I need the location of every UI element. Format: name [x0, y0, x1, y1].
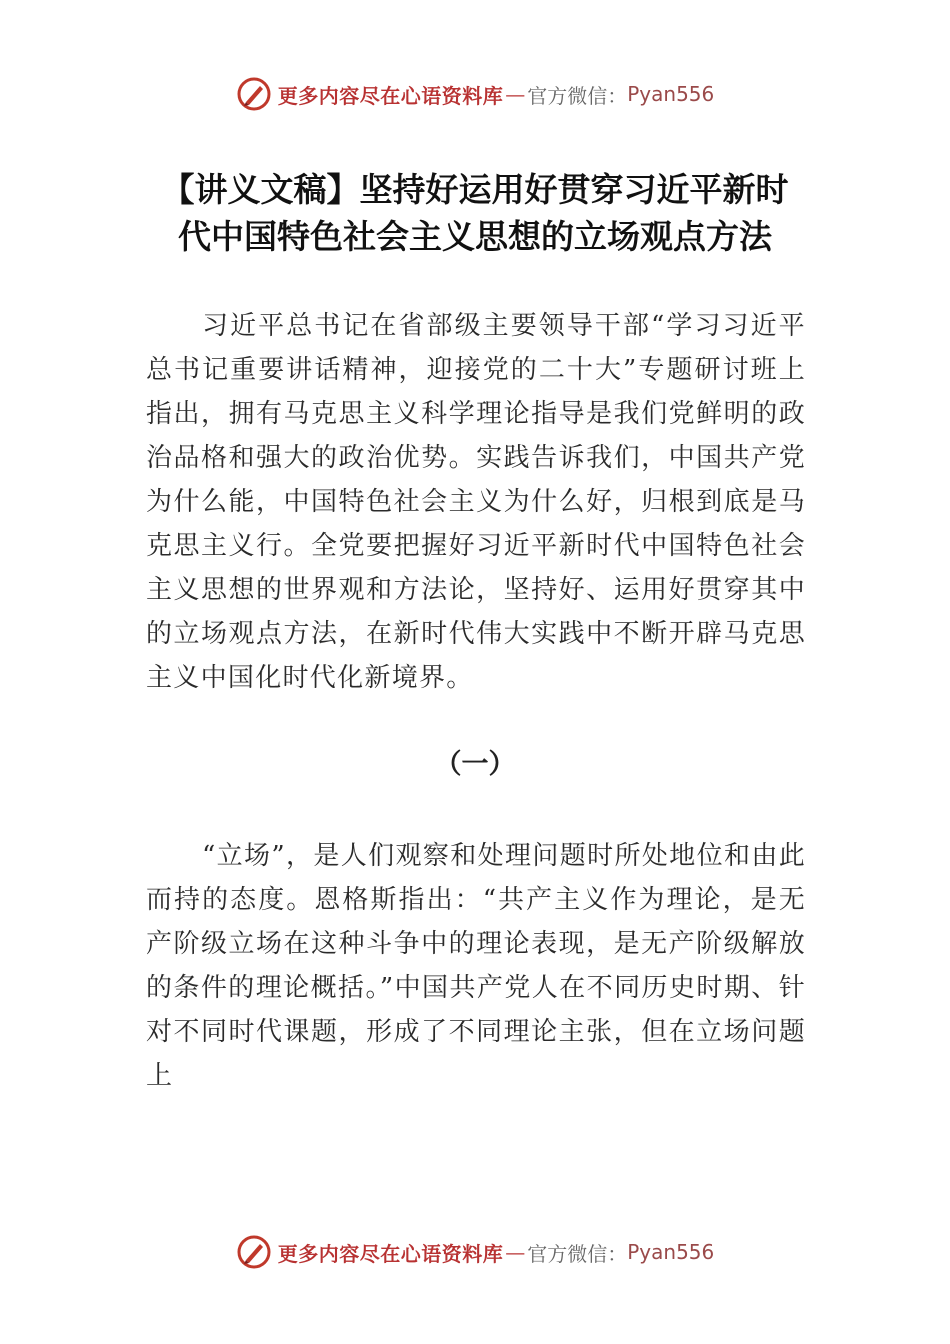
watermark-wechat-id: Pyan556 [627, 82, 715, 106]
watermark-site-text: 更多内容尽在心语资料库 [277, 83, 504, 108]
watermark-label: 官方微信： [527, 1241, 628, 1266]
section-heading: （一） [434, 749, 516, 780]
watermark-wechat-id: Pyan556 [627, 1240, 715, 1264]
watermark-site-text: 更多内容尽在心语资料库 [277, 1241, 504, 1266]
paragraph-1: 习近平总书记在省部级主要领导干部“学习习近平总书记重要讲话精神，迎接党的二十大”专题研讨班上指出，拥有马克思主义科学理论指导是我们党鲜明的政治品格和强大的政治优势。实践告诉我们，中国共产党为什么能，中国特色社会主义为什么好，归根到底是马克思主义行。全党要把握好习近平新时代中国特色社会主义思想的世界观和方法论，坚持好、运用好贯穿其中的立场观点方法，在新时代伟大实践中不断开辟马克思主义中国化时代化新境界。 [146, 311, 806, 693]
watermark-separator: — [505, 1240, 526, 1264]
watermark-separator: — [505, 82, 526, 106]
pen-logo-icon [236, 1234, 272, 1270]
header-watermark [0, 74, 950, 114]
watermark-label: 官方微信： [527, 83, 628, 108]
document-title [145, 166, 805, 260]
paragraph-2: “立场”，是人们观察和处理问题时所处地位和由此而持的态度。恩格斯指出：“共产主义作为理论，是无产阶级立场在这种斗争中的理论表现，是无产阶级解放的条件的理论概括。”中国共产党人在不同历史时期、针对不同时代课题，形成了不同理论主张，但在立场问题上 [146, 841, 806, 1091]
title-line-2: 代中国特色社会主义思想的立场观点方法 [178, 217, 772, 256]
title-line-1: 【讲义文稿】坚持好运用好贯穿习近平新时 [161, 170, 789, 209]
footer-watermark [0, 1232, 950, 1272]
pen-logo-icon [236, 76, 272, 112]
